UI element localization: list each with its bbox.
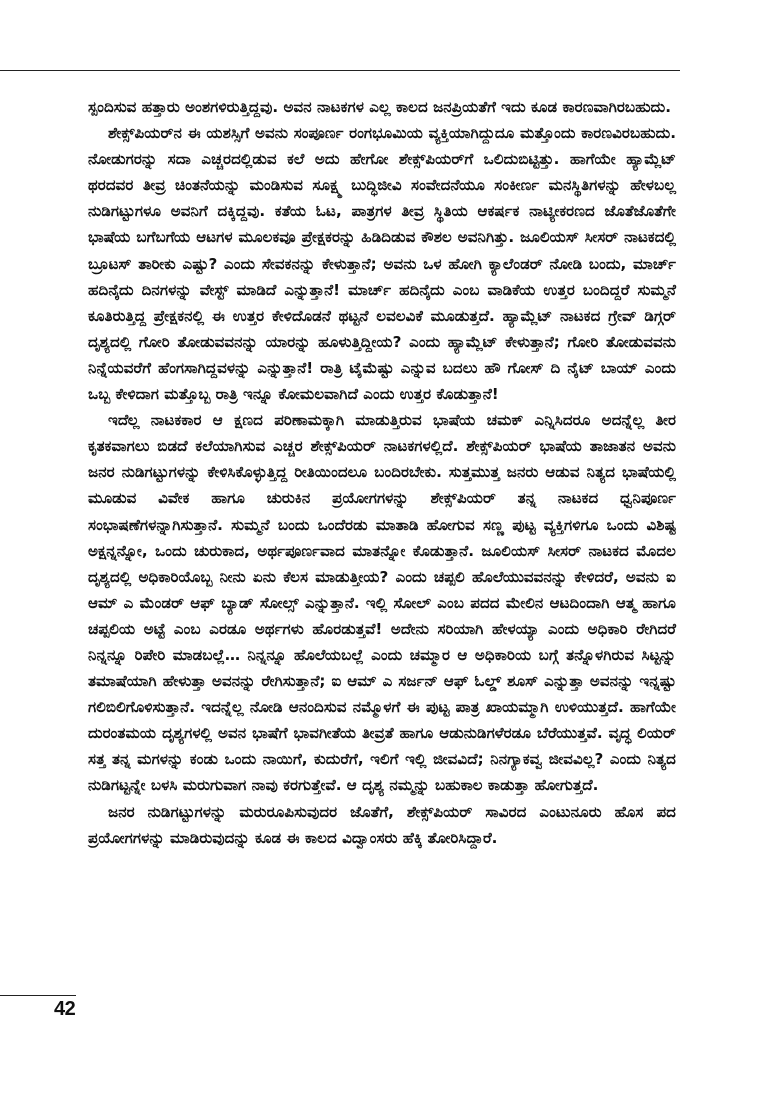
- header-rule: [0, 70, 680, 71]
- paragraph: ಇದೆಲ್ಲ ನಾಟಕಕಾರ ಆ ಕ್ಷಣದ ಪರಿಣಾಮಕ್ಕಾಗಿ ಮಾಡುತ್ತಿರುವ ಭಾಷೆಯ ಚಮಕ್ ಎನ್ನಿಸಿದರೂ ಅದನ್ನೆಲ್ಲ ತೀರ ಕೃತಕವಾಗಲು ಬಿಡದೆ ಕಲೆಯಾಗಿಸುವ ಎಚ್ಚರ ಶೇಕ್ಸ್‌ಪಿಯರ್ ನಾಟಕಗಳಲ್ಲಿದೆ. ಶೇಕ್ಸ್‌ಪಿಯರ್ ಭಾಷೆಯ ತಾಜಾತನ ಅವನು ಜನರ ನುಡಿಗಟ್ಟುಗಳನ್ನು ಕೇಳಿಸಿಕೊಳ್ಳುತ್ತಿದ್ದ ರೀತಿಯಿಂದಲೂ ಬಂದಿರಬೇಕು. ಸುತ್ತಮುತ್ತ ಜನರು ಆಡುವ ನಿತ್ಯದ ಭಾಷೆಯಲ್ಲಿ ಮೂಡುವ ವಿವೇಕ ಹಾಗೂ ಚುರುಕಿನ ಪ್ರಯೋಗಗಳನ್ನು ಶೇಕ್ಸ್‌ಪಿಯರ್ ತನ್ನ ನಾಟಕದ ಧ್ವನಿಪೂರ್ಣ ಸಂಭಾಷಣೆಗಳನ್ನಾಗಿಸುತ್ತಾನೆ. ಸುಮ್ಮನೆ ಬಂದು ಒಂದೆರಡು ಮಾತಾಡಿ ಹೋಗುವ ಸಣ್ಣ ಪುಟ್ಟ ವ್ಯಕ್ತಿಗಳಿಗೂ ಒಂದು ವಿಶಿಷ್ಟ ಅಕ್ಷನ್ನನ್ನೋ, ಒಂದು ಚುರುಕಾದ, ಅರ್ಥಪೂರ್ಣವಾದ ಮಾತನ್ನೋ ಕೊಡುತ್ತಾನೆ. ಜೂಲಿಯಸ್ ಸೀಸರ್ ನಾಟಕದ ಮೊದಲ ದೃಶ್ಯದಲ್ಲಿ ಅಧಿಕಾರಿಯೊಬ್ಬ ನೀನು ಏನು ಕೆಲಸ ಮಾಡುತ್ತೀಯ? ಎಂದು ಚಪ್ಪಲಿ ಹೊಲೆಯುವವನನ್ನು ಕೇಳಿದರೆ, ಅವನು ಐ ಆಮ್ ಎ ಮೆಂಡರ್ ಆಫ್ ಬ್ಯಾಡ್ ಸೋಲ್ಸ್ ಎನ್ನುತ್ತಾನೆ. ಇಲ್ಲಿ ಸೋಲ್ ಎಂಬ ಪದದ ಮೇಲಿನ ಆಟದಿಂದಾಗಿ ಆತ್ಮ ಹಾಗೂ ಚಪ್ಪಲಿಯ ಅಟ್ಟೆ ಎಂಬ ಎರಡೂ ಅರ್ಥಗಳು ಹೊರಡುತ್ತವೆ! ಅದೇನು ಸರಿಯಾಗಿ ಹೇಳಯ್ಯಾ ಎಂದು ಅಧಿಕಾರಿ ರೇಗಿದರೆ ನಿನ್ನನ್ನೂ ರಿಪೇರಿ ಮಾಡಬಲ್ಲೆ… ನಿನ್ನನ್ನೂ ಹೊಲೆಯಬಲ್ಲೆ ಎಂದು ಚಮ್ಮಾರ ಆ ಅಧಿಕಾರಿಯ ಬಗ್ಗೆ ತನ್ನೊಳಗಿರುವ ಸಿಟ್ಟನ್ನು ತಮಾಷೆಯಾಗಿ ಹೇಳುತ್ತಾ ಅವನನ್ನು ರೇಗಿಸುತ್ತಾನೆ; ಐ ಆಮ್ ಎ ಸರ್ಜನ್ ಆಫ್ ಓಲ್ಡ್ ಶೂಸ್ ಎನ್ನುತ್ತಾ ಅವನನ್ನು ಇನ್ನಷ್ಟು ಗಲಿಬಿಲಿಗೊಳಿಸುತ್ತಾನೆ. ಇದನ್ನೆಲ್ಲ ನೋಡಿ ಆನಂದಿಸುವ ನಮ್ಮೊಳಗೆ ಈ ಪುಟ್ಟ ಪಾತ್ರ ಖಾಯಮ್ಮಾಗಿ ಉಳಿಯುತ್ತದೆ. ಹಾಗೆಯೇ ದುರಂತಮಯ ದೃಶ್ಯಗಳಲ್ಲಿ ಅವನ ಭಾಷೆಗೆ ಭಾವಗೀತೆಯ ತೀವ್ರತೆ ಹಾಗೂ ಆಡುನುಡಿಗಳೆರಡೂ ಬೆರೆಯುತ್ತವೆ. ವೃದ್ಧ ಲಿಯರ್ ಸತ್ತ ತನ್ನ ಮಗಳನ್ನು ಕಂಡು ಒಂದು ನಾಯಿಗೆ, ಕುದುರೆಗೆ, ಇಲಿಗೆ ಇಲ್ಲಿ ಜೀವವಿದೆ; ನಿನಗ್ಯಾಕವ್ವ ಜೀವವಿಲ್ಲ? ಎಂದು ನಿತ್ಯದ ನುಡಿಗಟ್ಟನ್ನೇ ಬಳಸಿ ಮರುಗುವಾಗ ನಾವು ಕರಗುತ್ತೇವೆ. ಆ ದೃಶ್ಯ ನಮ್ಮನ್ನು ಬಹುಕಾಲ ಕಾಡುತ್ತಾ ಹೋಗುತ್ತದೆ.: [88, 411, 676, 795]
- paragraph: ಸ್ಪಂದಿಸುವ ಹತ್ತಾರು ಅಂಶಗಳಿರುತ್ತಿದ್ದವು. ಅವನ ನಾಟಕಗಳ ಎಲ್ಲ ಕಾಲದ ಜನಪ್ರಿಯತೆಗೆ ಇದು ಕೂಡ ಕಾರಣವಾಗಿರಬಹುದು.: [88, 98, 671, 116]
- paragraph: ಶೇಕ್ಸ್‌ಪಿಯರ್‌ನ ಈ ಯಶಸ್ಸಿಗೆ ಅವನು ಸಂಪೂರ್ಣ ರಂಗಭೂಮಿಯ ವ್ಯಕ್ತಿಯಾಗಿದ್ದುದೂ ಮತ್ತೊಂದು ಕಾರಣವಿರಬಹುದು. ನೋಡುಗರನ್ನು ಸದಾ ಎಚ್ಚರದಲ್ಲಿಡುವ ಕಲೆ ಅದು ಹೇಗೋ ಶೇಕ್ಸ್‌ಪಿಯರ್‌ಗೆ ಒಲಿದುಬಿಟ್ಟಿತ್ತು. ಹಾಗೆಯೇ ಹ್ಯಾಮ್ಲೆಟ್ ಥರದವರ ತೀವ್ರ ಚಿಂತನೆಯನ್ನು ಮಂಡಿಸುವ ಸೂಕ್ಷ್ಮ ಬುದ್ಧಿಜೀವಿ ಸಂವೇದನೆಯೂ ಸಂಕೀರ್ಣ ಮನಸ್ಥಿತಿಗಳನ್ನು ಹೇಳಬಲ್ಲ ನುಡಿಗಟ್ಟುಗಳೂ ಅವನಿಗೆ ದಕ್ಕಿದ್ದವು. ಕತೆಯ ಓಟ, ಪಾತ್ರಗಳ ತೀವ್ರ ಸ್ಥಿತಿಯ ಆಕರ್ಷಕ ನಾಟ್ಯೀಕರಣದ ಜೊತೆಜೊತೆಗೇ ಭಾಷೆಯ ಬಗೆಬಗೆಯ ಆಟಗಳ ಮೂಲಕವೂ ಪ್ರೇಕ್ಷಕರನ್ನು ಹಿಡಿದಿಡುವ ಕೌಶಲ ಅವನಿಗಿತ್ತು. ಜೂಲಿಯಸ್ ಸೀಸರ್ ನಾಟಕದಲ್ಲಿ ಬ್ರೂಟಸ್ ತಾರೀಕು ಎಷ್ಟು? ಎಂದು ಸೇವಕನನ್ನು ಕೇಳುತ್ತಾನೆ; ಅವನು ಒಳ ಹೋಗಿ ಕ್ಯಾಲೆಂಡರ್ ನೋಡಿ ಬಂದು, ಮಾರ್ಚ್ ಹದಿನೈದು ದಿನಗಳನ್ನು ವೇಸ್ಟ್ ಮಾಡಿದೆ ಎನ್ನುತ್ತಾನೆ! ಮಾರ್ಚ್ ಹದಿನೈದು ಎಂಬ ವಾಡಿಕೆಯ ಉತ್ತರ ಬಂದಿದ್ದರೆ ಸುಮ್ಮನೆ ಕೂತಿರುತ್ತಿದ್ದ ಪ್ರೇಕ್ಷಕನಲ್ಲಿ ಈ ಉತ್ತರ ಕೇಳಿದೊಡನೆ ಥಟ್ಟನೆ ಲವಲವಿಕೆ ಮೂಡುತ್ತದೆ. ಹ್ಯಾಮ್ಲೆಟ್ ನಾಟಕದ ಗ್ರೇವ್ ಡಿಗ್ಗರ್ ದೃಶ್ಯದಲ್ಲಿ ಗೋರಿ ತೋಡುವವನನ್ನು ಯಾರನ್ನು ಹೂಳುತ್ತಿದ್ದೀಯ? ಎಂದು ಹ್ಯಾಮ್ಲೆಟ್ ಕೇಳುತ್ತಾನೆ; ಗೋರಿ ತೋಡುವವನು ನಿನ್ನೆಯವರೆಗೆ ಹೆಂಗಸಾಗಿದ್ದವಳನ್ನು ಎನ್ನುತ್ತಾನೆ! ರಾತ್ರಿ ಟೈಮೆಷ್ಟು ಎನ್ನುವ ಬದಲು ಹೌ ಗೋಸ್ ದಿ ನೈಟ್ ಬಾಯ್ ಎಂದು ಒಬ್ಬ ಕೇಳಿದಾಗ ಮತ್ತೊಬ್ಬ ರಾತ್ರಿ ಇನ್ನೂ ಕೋಮಲವಾಗಿದೆ ಎಂದು ಉತ್ತರ ಕೊಡುತ್ತಾನೆ!: [88, 124, 676, 404]
- page-number: 42: [54, 998, 76, 1020]
- paragraph: ಜನರ ನುಡಿಗಟ್ಟುಗಳನ್ನು ಮರುರೂಪಿಸುವುದರ ಜೊತೆಗೆ, ಶೇಕ್ಸ್‌ಪಿಯರ್ ಸಾವಿರದ ಎಂಟುನೂರು ಹೊಸ ಪದ ಪ್ರಯೋಗಗಳನ್ನು ಮಾಡಿರುವುದನ್ನು ಕೂಡ ಈ ಕಾಲದ ವಿದ್ವಾಂಸರು ಹೆಕ್ಕಿ ತೋರಿಸಿದ್ದಾರೆ.: [88, 802, 676, 847]
- body-text: [88, 94, 676, 851]
- footer-rule: [0, 995, 76, 996]
